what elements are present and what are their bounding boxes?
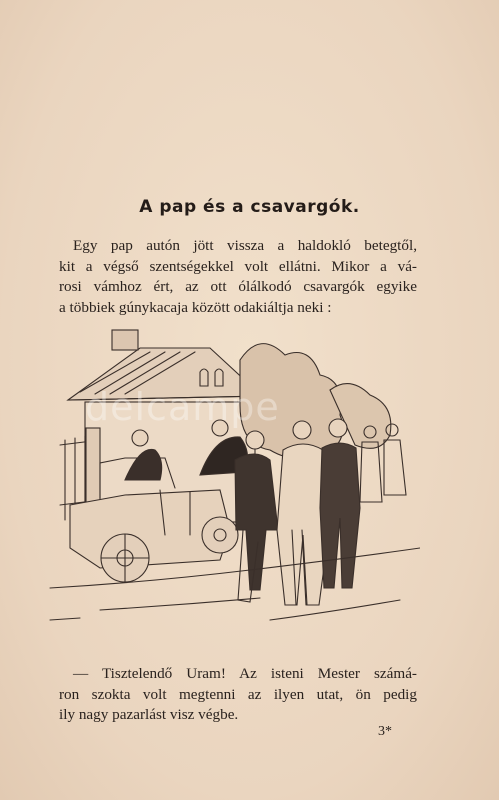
watermark: delcampe: [85, 385, 280, 429]
text-line: Egy pap autón jött vissza a haldokló betegtől,: [73, 237, 417, 254]
paragraph-dialogue: [59, 664, 417, 726]
illustration-car-and-vagrants: [40, 320, 420, 630]
text-line: a többiek gúnykacaja között odakiáltja neki :: [59, 298, 332, 316]
chapter-title: A pap és a csavargók.: [139, 197, 360, 217]
text-line: rosi vámhoz ért, az ott ólálkodó csavargók egyike: [59, 278, 417, 295]
text-line: ily nagy pazarlást visz végbe.: [59, 706, 239, 723]
text-line: — Tisztelendő Uram! Az isteni Mester számá-: [73, 665, 417, 682]
page-number: 3*: [378, 724, 392, 739]
text-line: kit a végső szentségekkel volt ellátni. Mikor a vá-: [59, 257, 417, 275]
paragraph-intro: [59, 236, 417, 318]
text-line: ron szokta volt megtenni az ilyen utat, ön pedig: [59, 685, 417, 703]
